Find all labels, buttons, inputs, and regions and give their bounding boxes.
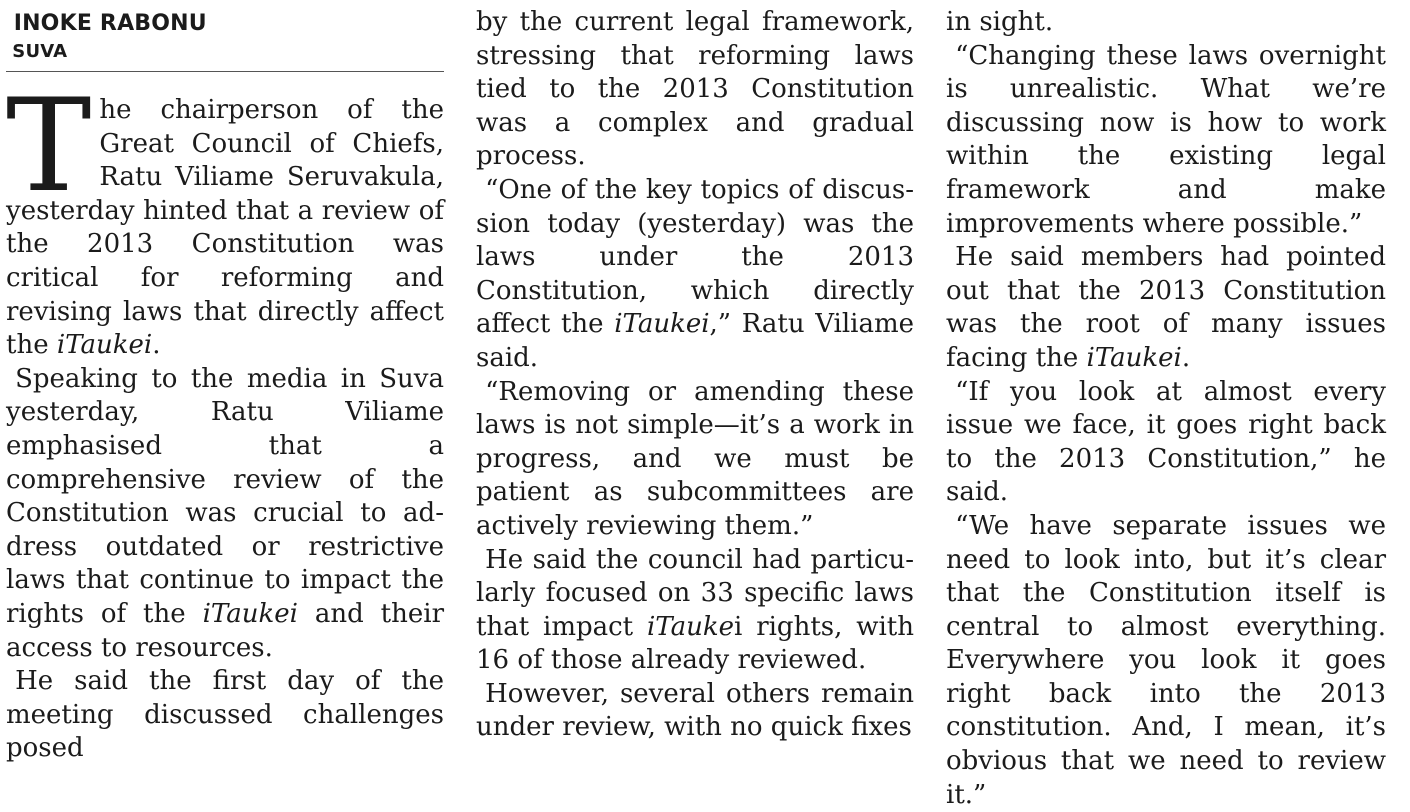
paragraph [476, 174, 914, 376]
article-column-3 [946, 6, 1386, 812]
paragraph-continued: in sight. [946, 7, 1054, 37]
paragraph-lead [6, 72, 444, 363]
drop-cap: T [6, 72, 92, 221]
text-run: Speaking to the media in Suva yesterday, Ratu Viliame emphasised that a comprehensive review of the Constitution was crucial to address outdated or restrictive laws that continue to impact the rights of the [6, 363, 444, 629]
text-run: “One of the key topics of discussion today (yesterday) was the laws under the 2013 Constitution, which directly affect the [476, 174, 914, 340]
paragraph: “Changing these laws overnight is unrealistic. What we’re discussing now is how to work within the existing legal framework and make improvements where possible.” [946, 40, 1386, 239]
paragraph: However, several others remain under review, with no quick fixes [476, 678, 914, 743]
text-run: . [152, 330, 161, 361]
text-run: . [1181, 342, 1191, 373]
paragraph: “If you look at almost every issue we face, it goes right back to the 2013 Constitution,” he said. [946, 376, 1386, 508]
italic-term: iTaukei [614, 309, 710, 340]
article-column-1 [6, 10, 444, 766]
byline-author: INOKE RABONU [13, 11, 207, 36]
paragraph [476, 544, 914, 678]
paragraph [6, 363, 444, 665]
italic-term: iTaukei [1086, 342, 1182, 373]
paragraph [946, 241, 1386, 375]
italic-term: iTaukei [56, 330, 153, 361]
paragraph-continued: by the current legal framework, stressing that reforming laws tied to the 2013 Constitution was a complex and gradual process. [476, 7, 914, 172]
text-run: ,” Ratu Viliame said. [476, 309, 914, 373]
text-run: i rights, with 16 of those already reviewed. [476, 611, 914, 676]
italic-term: iTauke [646, 611, 735, 642]
byline-location: SUVA [12, 41, 68, 62]
text-run: He said the council had particularly focused on 33 specific laws that impact [476, 544, 914, 642]
text-run: He said members had pointed out that the 2013 Constitution was the root of many issues facing the [946, 242, 1386, 373]
paragraph: He said the first day of the meeting discussed challenges posed [6, 666, 444, 764]
italic-term: iTaukei [202, 598, 298, 629]
paragraph: “We have separate issues we need to look into, but it’s clear that the Constitution itself is central to almost everything. Everywhere you look it goes right back into the 2013 constitution. And, I mean, it’s obvious that we need to review it.” [946, 510, 1386, 810]
text-run: he chairperson of the Great Council of Chiefs, Ratu Viliame Seruvakula, yesterday hinted that a review of the 2013 Constitution was critical for reforming and revising laws that directly affect the [6, 95, 444, 361]
text-run: and their access to resources. [6, 598, 444, 663]
article-column-2 [476, 6, 914, 745]
paragraph: “Removing or amending these laws is not simple—it’s a work in progress, and we must be patient as subcommittees are actively reviewing them.” [476, 376, 914, 541]
